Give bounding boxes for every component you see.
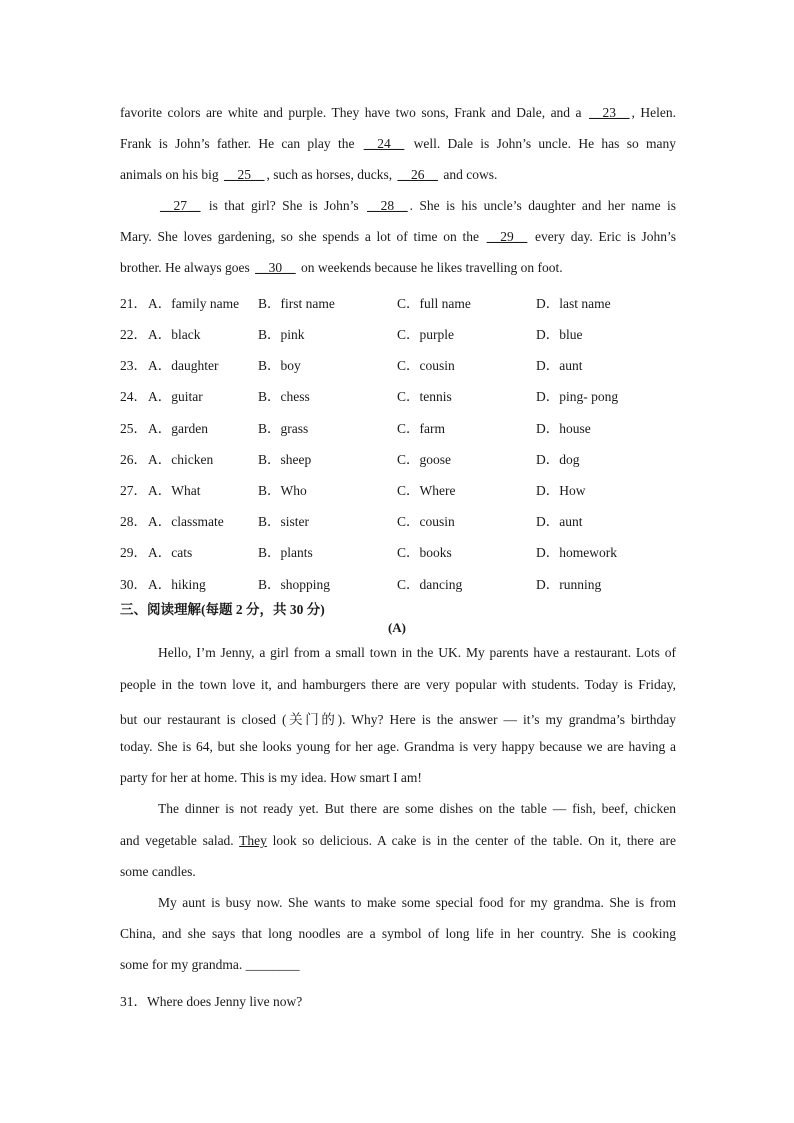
reading-line: some candles. [120,864,196,879]
question-row-24 [120,385,680,405]
question-number: 23． [120,358,147,373]
reading-line: some for my grandma. ________ [120,957,300,972]
passage-line-5 [120,229,676,245]
option-d: D．How [536,483,586,498]
passage-line-3 [120,167,676,183]
question-row-29 [120,541,680,561]
passage-text: well. Dale is John’s uncle. He has so many [413,136,676,151]
passage-text: Mary. She loves gardening, so she spends a lot of time on the [120,229,480,244]
option-a: A．chicken [148,452,214,467]
question-row-25 [120,417,680,437]
question-number: 25． [120,421,147,436]
blank-28: __28__ [367,198,408,213]
option-a: A．guitar [148,389,203,404]
option-b: B．sheep [258,452,312,467]
reading-line: Hello, I’m Jenny, a girl from a small town in the UK. My parents have a restaurant. Lots of [158,645,676,660]
option-d: D．aunt [536,514,583,529]
reading-line [120,833,676,849]
option-c: C．goose [397,452,451,467]
passage-text: Frank is John’s father. He can play the [120,136,355,151]
option-b: B．boy [258,358,301,373]
question-row-27 [120,479,680,499]
reading-text: and vegetable salad. [120,833,234,848]
option-b: B．grass [258,421,309,436]
blank-23: __23__ [589,105,630,120]
question-number: 30． [120,577,147,592]
option-b: B．Who [258,483,307,498]
option-d: D．dog [536,452,580,467]
option-d: D．running [536,577,602,592]
option-b: B．first name [258,296,335,311]
passage-text: , such as horses, ducks, [266,167,393,182]
question-number: 26． [120,452,147,467]
passage-text: and cows. [443,167,498,182]
option-d: D．ping- pong [536,389,619,404]
passage-line-6 [120,260,676,276]
passage-text: every day. Eric is John’s [535,229,677,244]
option-a: A．daughter [148,358,219,373]
question-row-28 [120,510,680,530]
blank-24: __24__ [363,136,405,151]
option-a: A．cats [148,545,193,560]
reading-line: My aunt is busy now. She wants to make some special food for my grandma. She is from [158,895,676,910]
reading-line: party for her at home. This is my idea. How smart I am! [120,770,422,785]
option-a: A．black [148,327,201,342]
option-b: B．shopping [258,577,331,592]
option-d: D．blue [536,327,583,342]
blank-25: __25__ [224,167,265,182]
passage-text: on weekends because he likes travelling on foot. [300,260,563,275]
option-a: A．classmate [148,514,224,529]
passage-text: , Helen. [631,105,677,120]
option-b: B．sister [258,514,310,529]
option-a: A．hiking [148,577,206,592]
question-number: 27． [120,483,147,498]
question-number: 22． [120,327,147,342]
option-c: C．Where [397,483,456,498]
option-a: A．family name [148,296,240,311]
question-row-26 [120,448,680,468]
question-row-23 [120,354,680,374]
blank-27: __27__ [160,198,201,213]
section-heading: 三、阅读理解(每题 2 分，共 30 分) [120,602,325,617]
question-number: 29． [120,545,147,560]
question-row-30 [120,573,680,593]
question-number: 28． [120,514,147,529]
blank-26: __26__ [397,167,438,182]
option-c: C．tennis [397,389,452,404]
option-d: D．homework [536,545,617,560]
passage-text: brother. He always goes [120,260,250,275]
question-row-22 [120,323,680,343]
reading-line: today. She is 64, but she looks young for her age. Grandma is very happy because we are having a [120,739,676,754]
option-b: B．plants [258,545,313,560]
underlined-word: They [239,833,267,848]
question-31: 31．Where does Jenny live now? [120,994,303,1009]
option-b: B．pink [258,327,305,342]
option-c: C．cousin [397,358,455,373]
passage-line-2 [120,136,676,152]
blank-30: __30__ [255,260,296,275]
option-a: A．What [148,483,201,498]
option-c: C．purple [397,327,454,342]
option-c: C．dancing [397,577,463,592]
option-a: A．garden [148,421,208,436]
passage-line-4 [158,198,676,214]
passage-text: . She is his uncle’s daughter and her name is [409,198,677,213]
passage-text: animals on his big [120,167,219,182]
passage-line-1 [120,105,676,121]
option-c: C．full name [397,296,471,311]
option-b: B．chess [258,389,310,404]
option-c: C．books [397,545,452,560]
option-d: D．last name [536,296,611,311]
reading-line: China, and she says that long noodles are a symbol of long life in her country. She is cooking [120,926,676,941]
reading-line: people in the town love it, and hamburgers there are very popular with students. Today is Friday, [120,677,676,692]
reading-line: The dinner is not ready yet. But there are some dishes on the table — fish, beef, chicken [158,801,676,816]
passage-label: (A) [387,620,407,635]
reading-line: but our restaurant is closed (关门的). Why? Here is the answer — it’s my grandma’s birthday [120,712,676,727]
option-d: D．house [536,421,591,436]
reading-text: look so delicious. A cake is in the center of the table. On it, there are [272,833,676,848]
blank-29: __29__ [486,229,528,244]
question-number: 24． [120,389,147,404]
passage-text: favorite colors are white and purple. They have two sons, Frank and Dale, and a [120,105,582,120]
option-c: C．cousin [397,514,455,529]
question-row-21 [120,292,680,312]
question-number: 21． [120,296,147,311]
passage-text: is that girl? She is John’s [208,198,359,213]
option-c: C．farm [397,421,445,436]
option-d: D．aunt [536,358,583,373]
